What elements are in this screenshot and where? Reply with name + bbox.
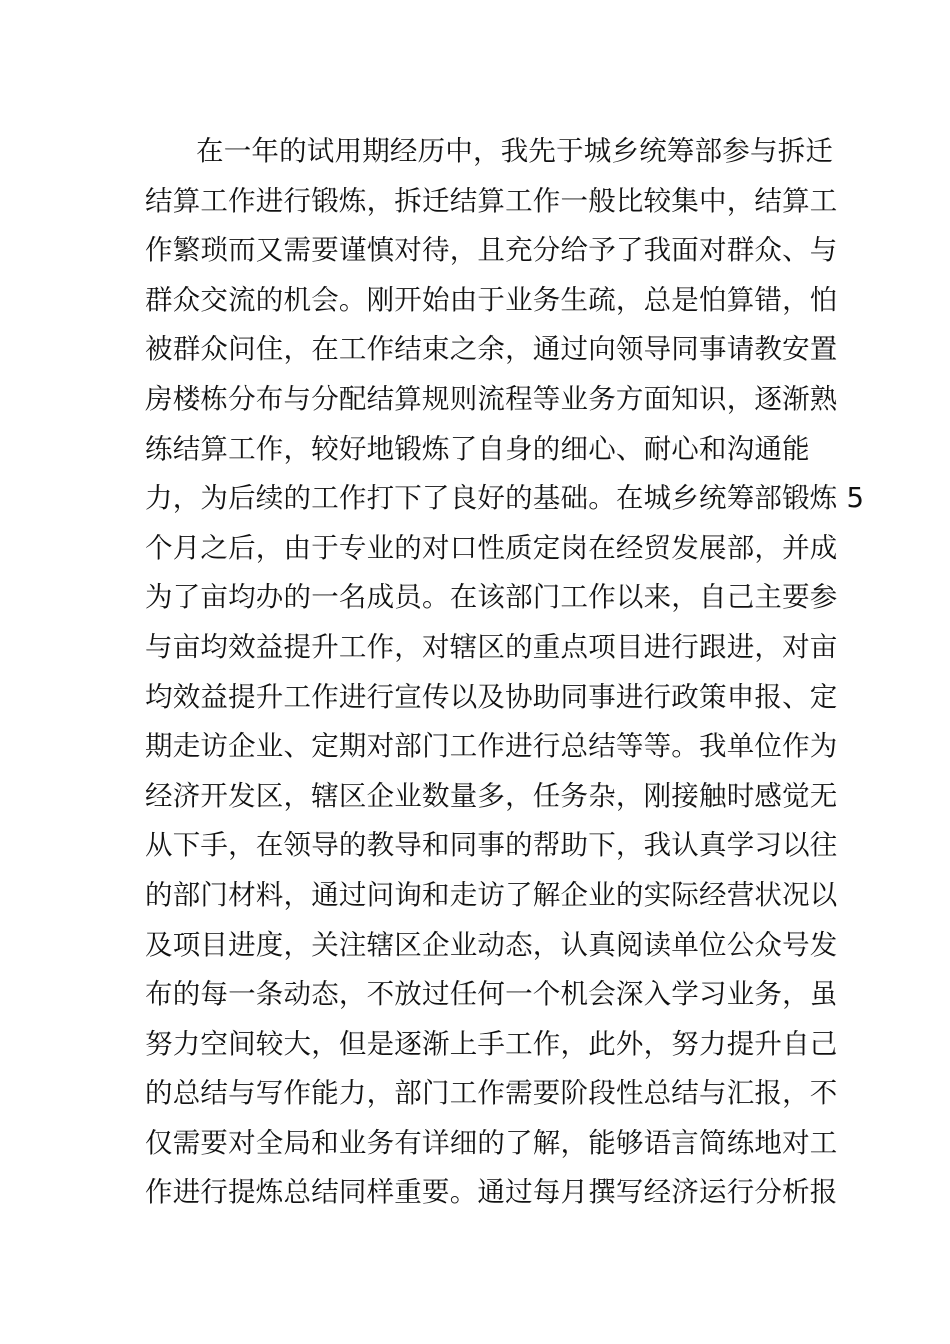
text-line: 练结算工作，较好地锻炼了自身的细心、耐心和沟通能	[145, 432, 810, 465]
text-line: 布的每一条动态，不放过任何一个机会深入学习业务，虽	[145, 978, 838, 1011]
text-line: 仅需要对全局和业务有详细的了解，能够语言简练地对工	[145, 1126, 838, 1159]
text-line: 的总结与写作能力，部门工作需要阶段性总结与汇报，不	[145, 1077, 838, 1110]
text-line: 经济开发区，辖区企业数量多，任务杂，刚接触时感觉无	[145, 779, 838, 812]
text-line: 的部门材料，通过问询和走访了解企业的实际经营状况以	[145, 878, 838, 911]
text-line: 作进行提炼总结同样重要。通过每月撰写经济运行分析报	[145, 1176, 838, 1209]
text-line: 期走访企业、定期对部门工作进行总结等等。我单位作为	[145, 730, 838, 763]
text-line: 力，为后续的工作打下了良好的基础。在城乡统筹部锻炼 5	[145, 482, 865, 515]
text-line: 结算工作进行锻炼，拆迁结算工作一般比较集中，结算工	[145, 184, 838, 217]
body-paragraph	[145, 127, 865, 1218]
text-line: 作繁琐而又需要谨慎对待，且充分给予了我面对群众、与	[145, 234, 838, 267]
text-line: 从下手，在领导的教导和同事的帮助下，我认真学习以往	[145, 829, 838, 862]
text-line: 群众交流的机会。刚开始由于业务生疏，总是怕算错，怕	[145, 283, 838, 316]
text-line: 被群众问住，在工作结束之余，通过向领导同事请教安置	[145, 333, 838, 366]
text-line: 在一年的试用期经历中，我先于城乡统筹部参与拆迁	[196, 135, 834, 167]
text-line: 与亩均效益提升工作，对辖区的重点项目进行跟进，对亩	[145, 630, 838, 663]
text-line: 及项目进度，关注辖区企业动态，认真阅读单位公众号发	[145, 928, 838, 961]
text-line: 个月之后，由于专业的对口性质定岗在经贸发展部，并成	[145, 531, 838, 564]
text-line: 房楼栋分布与分配结算规则流程等业务方面知识，逐渐熟	[145, 382, 838, 415]
text-line: 努力空间较大，但是逐渐上手工作，此外，努力提升自己	[145, 1027, 838, 1060]
text-line: 均效益提升工作进行宣传以及协助同事进行政策申报、定	[145, 680, 838, 713]
text-line: 为了亩均办的一名成员。在该部门工作以来，自己主要参	[145, 581, 838, 614]
